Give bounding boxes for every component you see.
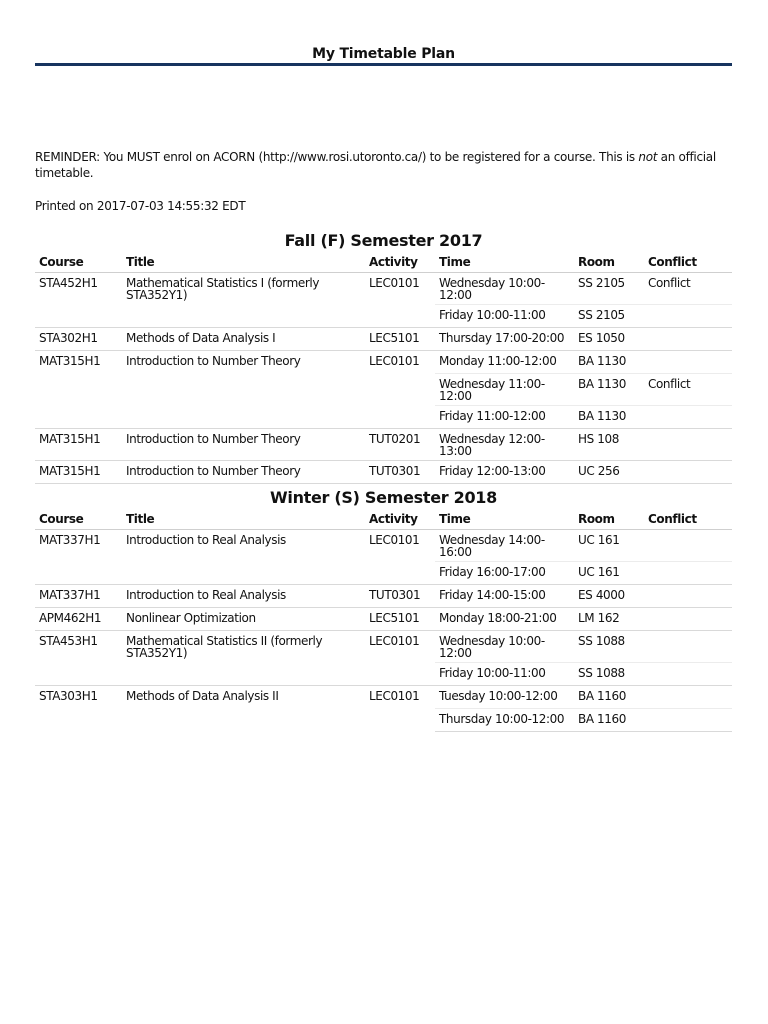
table-row	[35, 530, 732, 562]
winter-timetable	[35, 509, 732, 732]
conflict-cell	[644, 562, 732, 585]
room-cell: UC 161	[574, 562, 644, 585]
room-cell: UC 161	[574, 530, 644, 562]
conflict-cell	[644, 608, 732, 631]
time-cell: Friday 16:00-17:00	[435, 562, 574, 585]
time-cell: Wednesday 11:00-12:00	[435, 374, 574, 406]
fall-table-body	[35, 273, 732, 484]
activity-cell: TUT0301	[365, 585, 435, 608]
column-header-room: Room	[574, 509, 644, 530]
room-cell: HS 108	[574, 429, 644, 461]
table-row	[35, 608, 732, 631]
conflict-cell	[644, 406, 732, 429]
activity-cell: LEC0101	[365, 351, 435, 429]
conflict-cell	[644, 709, 732, 732]
conflict-cell	[644, 686, 732, 709]
course-title-cell: Introduction to Number Theory	[122, 429, 365, 461]
time-cell: Thursday 17:00-20:00	[435, 328, 574, 351]
room-cell: SS 1088	[574, 663, 644, 686]
column-header-course: Course	[35, 252, 122, 273]
conflict-cell: Conflict	[644, 374, 732, 406]
room-cell: BA 1130	[574, 374, 644, 406]
conflict-cell	[644, 530, 732, 562]
course-title-cell: Introduction to Number Theory	[122, 461, 365, 484]
table-row	[35, 461, 732, 484]
winter-semester-heading: Winter (S) Semester 2018	[270, 488, 497, 507]
title-divider	[35, 63, 732, 66]
time-cell: Friday 12:00-13:00	[435, 461, 574, 484]
room-cell: ES 1050	[574, 328, 644, 351]
activity-cell: LEC0101	[365, 530, 435, 585]
course-code-cell: MAT315H1	[35, 351, 122, 429]
conflict-cell	[644, 663, 732, 686]
column-header-title: Title	[122, 509, 365, 530]
activity-cell: LEC0101	[365, 686, 435, 732]
fall-timetable	[35, 252, 732, 484]
reminder-text	[35, 149, 725, 181]
conflict-cell	[644, 351, 732, 374]
column-header-room: Room	[574, 252, 644, 273]
room-cell: UC 256	[574, 461, 644, 484]
column-header-conflict: Conflict	[644, 509, 732, 530]
course-code-cell: APM462H1	[35, 608, 122, 631]
course-title-cell: Introduction to Number Theory	[122, 351, 365, 429]
course-title-cell: Introduction to Real Analysis	[122, 530, 365, 585]
column-header-activity: Activity	[365, 509, 435, 530]
room-cell: LM 162	[574, 608, 644, 631]
column-header-conflict: Conflict	[644, 252, 732, 273]
conflict-cell	[644, 461, 732, 484]
conflict-cell	[644, 631, 732, 663]
course-title-cell: Methods of Data Analysis I	[122, 328, 365, 351]
fall-semester-heading: Fall (F) Semester 2017	[284, 231, 483, 250]
reminder-prefix: REMINDER: You MUST enrol on ACORN (http://www.rosi.utoronto.ca/) to be registered for a course. This is	[35, 150, 639, 164]
column-header-time: Time	[435, 509, 574, 530]
table-row	[35, 273, 732, 305]
column-header-activity: Activity	[365, 252, 435, 273]
table-row	[35, 328, 732, 351]
course-title-cell: Nonlinear Optimization	[122, 608, 365, 631]
conflict-cell	[644, 328, 732, 351]
reminder-emphasis: not	[638, 150, 658, 164]
time-cell: Friday 14:00-15:00	[435, 585, 574, 608]
activity-cell: TUT0301	[365, 461, 435, 484]
fall-semester-section	[35, 230, 732, 484]
course-title-cell: Mathematical Statistics I (formerly STA352Y1)	[122, 273, 365, 328]
reminder-suffix: an official timetable.	[35, 150, 716, 180]
time-cell: Wednesday 10:00-12:00	[435, 631, 574, 663]
course-code-cell: STA303H1	[35, 686, 122, 732]
activity-cell: TUT0201	[365, 429, 435, 461]
winter-table-body	[35, 530, 732, 732]
course-title-cell: Methods of Data Analysis II	[122, 686, 365, 732]
room-cell: ES 4000	[574, 585, 644, 608]
conflict-cell	[644, 429, 732, 461]
course-code-cell: MAT337H1	[35, 585, 122, 608]
course-code-cell: STA452H1	[35, 273, 122, 328]
time-cell: Wednesday 10:00-12:00	[435, 273, 574, 305]
room-cell: BA 1160	[574, 709, 644, 732]
column-header-course: Course	[35, 509, 122, 530]
table-row	[35, 429, 732, 461]
activity-cell: LEC0101	[365, 631, 435, 686]
room-cell: SS 2105	[574, 305, 644, 328]
course-title-cell: Mathematical Statistics II (formerly STA352Y1)	[122, 631, 365, 686]
table-header-row	[35, 509, 732, 530]
activity-cell: LEC5101	[365, 328, 435, 351]
table-row	[35, 686, 732, 709]
room-cell: BA 1160	[574, 686, 644, 709]
conflict-cell: Conflict	[644, 273, 732, 305]
time-cell: Friday 10:00-11:00	[435, 305, 574, 328]
column-header-time: Time	[435, 252, 574, 273]
time-cell: Thursday 10:00-12:00	[435, 709, 574, 732]
time-cell: Wednesday 14:00-16:00	[435, 530, 574, 562]
conflict-cell	[644, 305, 732, 328]
time-cell: Monday 11:00-12:00	[435, 351, 574, 374]
room-cell: SS 2105	[574, 273, 644, 305]
time-cell: Friday 11:00-12:00	[435, 406, 574, 429]
page-title: My Timetable Plan	[312, 46, 455, 62]
conflict-cell	[644, 585, 732, 608]
printed-timestamp: Printed on 2017-07-03 14:55:32 EDT	[35, 199, 246, 213]
time-cell: Friday 10:00-11:00	[435, 663, 574, 686]
room-cell: BA 1130	[574, 351, 644, 374]
course-code-cell: MAT315H1	[35, 429, 122, 461]
room-cell: SS 1088	[574, 631, 644, 663]
table-header-row	[35, 252, 732, 273]
time-cell: Tuesday 10:00-12:00	[435, 686, 574, 709]
table-row	[35, 351, 732, 374]
course-code-cell: MAT315H1	[35, 461, 122, 484]
time-cell: Monday 18:00-21:00	[435, 608, 574, 631]
course-code-cell: STA453H1	[35, 631, 122, 686]
course-code-cell: STA302H1	[35, 328, 122, 351]
course-title-cell: Introduction to Real Analysis	[122, 585, 365, 608]
activity-cell: LEC5101	[365, 608, 435, 631]
table-row	[35, 631, 732, 663]
room-cell: BA 1130	[574, 406, 644, 429]
winter-semester-section	[35, 487, 732, 732]
activity-cell: LEC0101	[365, 273, 435, 328]
course-code-cell: MAT337H1	[35, 530, 122, 585]
table-row	[35, 585, 732, 608]
column-header-title: Title	[122, 252, 365, 273]
time-cell: Wednesday 12:00-13:00	[435, 429, 574, 461]
